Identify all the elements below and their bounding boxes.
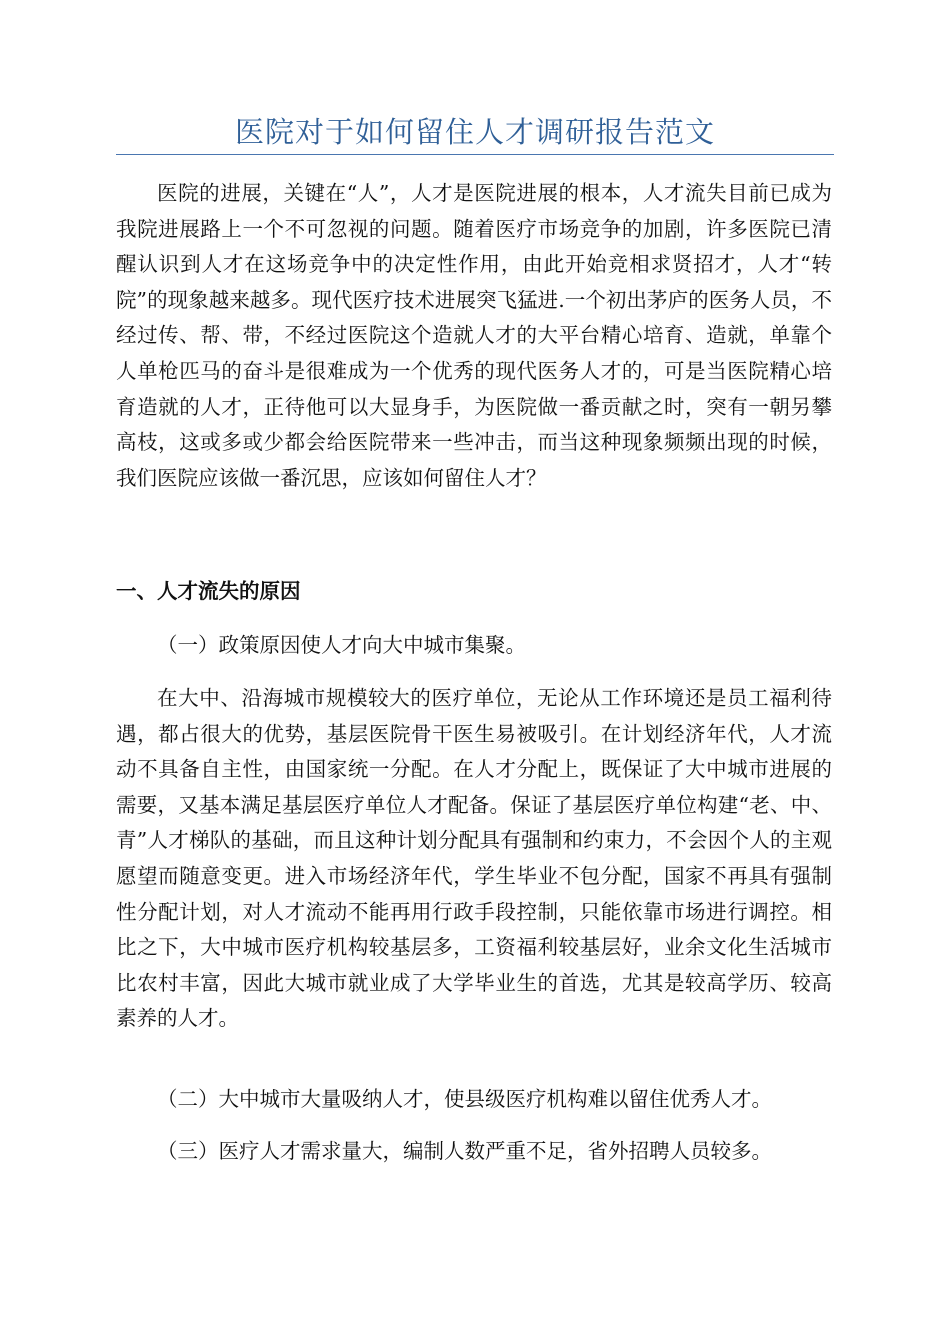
subsection-heading-1: （一）政策原因使人才向大中城市集聚。 bbox=[157, 633, 526, 657]
section-heading: 一、人才流失的原因 bbox=[116, 579, 301, 603]
title-underline bbox=[116, 154, 834, 155]
document-title: 医院对于如何留住人才调研报告范文 bbox=[234, 115, 715, 149]
subsection-heading-3: （三）医疗人才需求量大，编制人数严重不足，省外招聘人员较多。 bbox=[157, 1139, 772, 1163]
subsection-heading-2: （二）大中城市大量吸纳人才，使县级医疗机构难以留住优秀人才。 bbox=[157, 1087, 772, 1111]
subsection-1-paragraph: 在大中、沿海城市规模较大的医疗单位，无论从工作环境还是员工福利待遇，都占很大的优势，基层医院骨干医生易被吸引。在计划经济年代，人才流动不具备自主性，由国家统一分配。在人才分配上，既保证了大中城市进展的需要，又基本满足基层医疗单位人才配备。保证了基层医疗单位构建“老、中、青”人才梯队的基础，而且这种计划分配具有强制和约束力，不会因个人的主观愿望而随意变更。进入市场经济年代，学生毕业不包分配，国家不再具有强制性分配计划，对人才流动不能再用行政手段控制，只能依靠市场进行调控。相比之下，大中城市医疗机构较基层多，工资福利较基层好，业余文化生活城市比农村丰富，因此大城市就业成了大学毕业生的首选，尤其是较高学历、较高素养的人才。 bbox=[116, 686, 832, 1031]
intro-paragraph: 医院的进展，关键在“人”，人才是医院进展的根本，人才流失目前已成为我院进展路上一个不可忽视的问题。随着医疗市场竞争的加剧，许多医院已清醒认识到人才在这场竞争中的决定性作用，由此开始竞相求贤招才，人才“转院”的现象越来越多。现代医疗技术进展突飞猛进.一个初出茅庐的医务人员，不经过传、帮、带，不经过医院这个造就人才的大平台精心培育、造就，单靠个人单枪匹马的奋斗是很难成为一个优秀的现代医务人才的，可是当医院精心培育造就的人才，正待他可以大显身手，为医院做一番贡献之时，突有一朝另攀高枝，这或多或少都会给医院带来一些冲击，而当这种现象频频出现的时候，我们医院应该做一番沉思，应该如何留住人才？ bbox=[116, 181, 832, 490]
